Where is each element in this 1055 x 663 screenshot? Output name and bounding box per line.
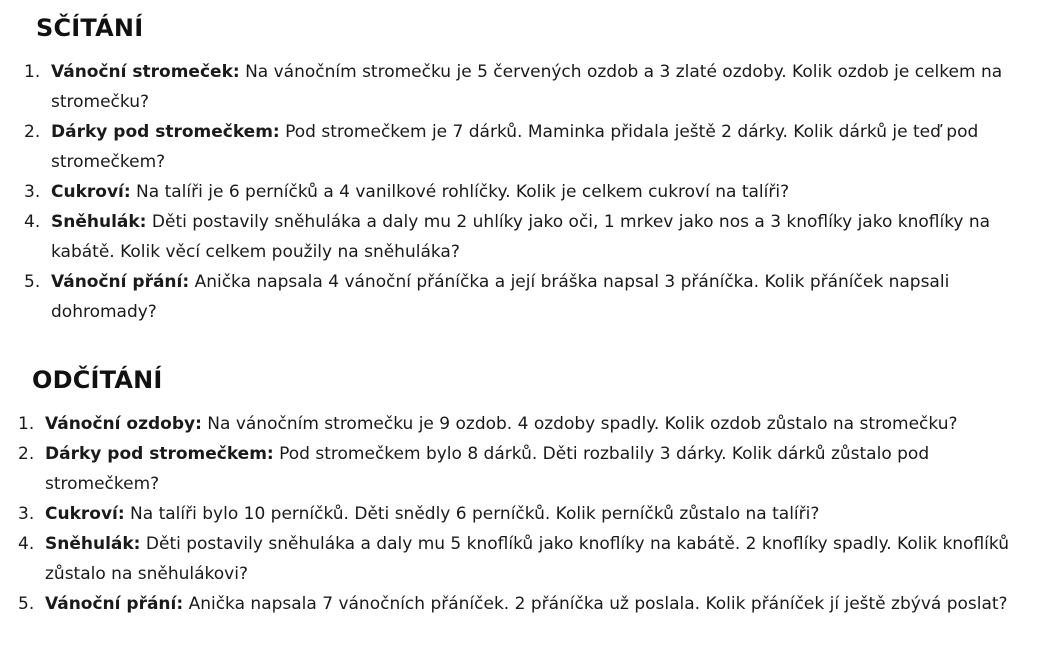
item-title: Vánoční přání: (45, 594, 184, 614)
item-text: Na talíři je 6 perníčků a 4 vanilkové rohlíčky. Kolik je celkem cukroví na talíři? (130, 182, 790, 202)
item-number: 2. (18, 444, 35, 464)
subtraction-problem-list (18, 409, 1028, 619)
addition-problem-list (24, 57, 1034, 327)
list-item (18, 409, 1028, 439)
item-text: Anička napsala 7 vánočních přáníček. 2 přáníčka už poslala. Kolik přáníček jí ještě zbývá poslat? (183, 594, 1008, 614)
item-title: Vánoční přání: (51, 272, 190, 292)
list-item (24, 177, 1034, 207)
item-number: 1. (18, 414, 35, 434)
item-number: 4. (24, 212, 41, 232)
list-item (18, 529, 1028, 589)
item-number: 1. (24, 62, 41, 82)
item-text: Děti postavily sněhuláka a daly mu 2 uhlíky jako oči, 1 mrkev jako nos a 3 knoflíky jako knoflíky na kabátě. Kolik věcí celkem použily na sněhuláka? (51, 212, 991, 262)
section-heading-subtraction: ODČÍTÁNÍ (32, 366, 163, 394)
item-title: Sněhulák: (51, 212, 147, 232)
item-title: Sněhulák: (45, 534, 141, 554)
list-item (18, 589, 1028, 619)
item-text: Na talíři bylo 10 perníčků. Děti snědly 6 perníčků. Kolik perníčků zůstalo na talíři? (124, 504, 820, 524)
section-heading-addition: SČÍTÁNÍ (36, 14, 144, 42)
item-number: 5. (24, 272, 41, 292)
item-number: 4. (18, 534, 35, 554)
item-title: Cukroví: (51, 182, 131, 202)
item-number: 5. (18, 594, 35, 614)
list-item (18, 439, 1028, 499)
item-text: Děti postavily sněhuláka a daly mu 5 knoflíků jako knoflíky na kabátě. 2 knoflíky spadly. Kolik knoflíků zůstalo na sněhulákovi? (45, 534, 1009, 584)
item-title: Dárky pod stromečkem: (45, 444, 274, 464)
item-text: Na vánočním stromečku je 5 červených ozdob a 3 zlaté ozdoby. Kolik ozdob je celkem na stromečku? (51, 62, 1003, 112)
item-number: 2. (24, 122, 41, 142)
item-title: Vánoční ozdoby: (45, 414, 202, 434)
item-number: 3. (24, 182, 41, 202)
list-item (18, 499, 1028, 529)
list-item (24, 117, 1034, 177)
list-item (24, 207, 1034, 267)
list-item (24, 267, 1034, 327)
list-item (24, 57, 1034, 117)
item-title: Cukroví: (45, 504, 125, 524)
item-text: Pod stromečkem bylo 8 dárků. Děti rozbalily 3 dárky. Kolik dárků zůstalo pod stromečkem? (45, 444, 930, 494)
item-title: Dárky pod stromečkem: (51, 122, 280, 142)
item-text: Anička napsala 4 vánoční přáníčka a její bráška napsal 3 přáníčka. Kolik přáníček napsali dohromady? (51, 272, 950, 322)
item-title: Vánoční stromeček: (51, 62, 240, 82)
item-text: Pod stromečkem je 7 dárků. Maminka přidala ještě 2 dárky. Kolik dárků je teď pod stromečkem? (51, 122, 979, 172)
item-number: 3. (18, 504, 35, 524)
item-text: Na vánočním stromečku je 9 ozdob. 4 ozdoby spadly. Kolik ozdob zůstalo na stromečku? (201, 414, 958, 434)
